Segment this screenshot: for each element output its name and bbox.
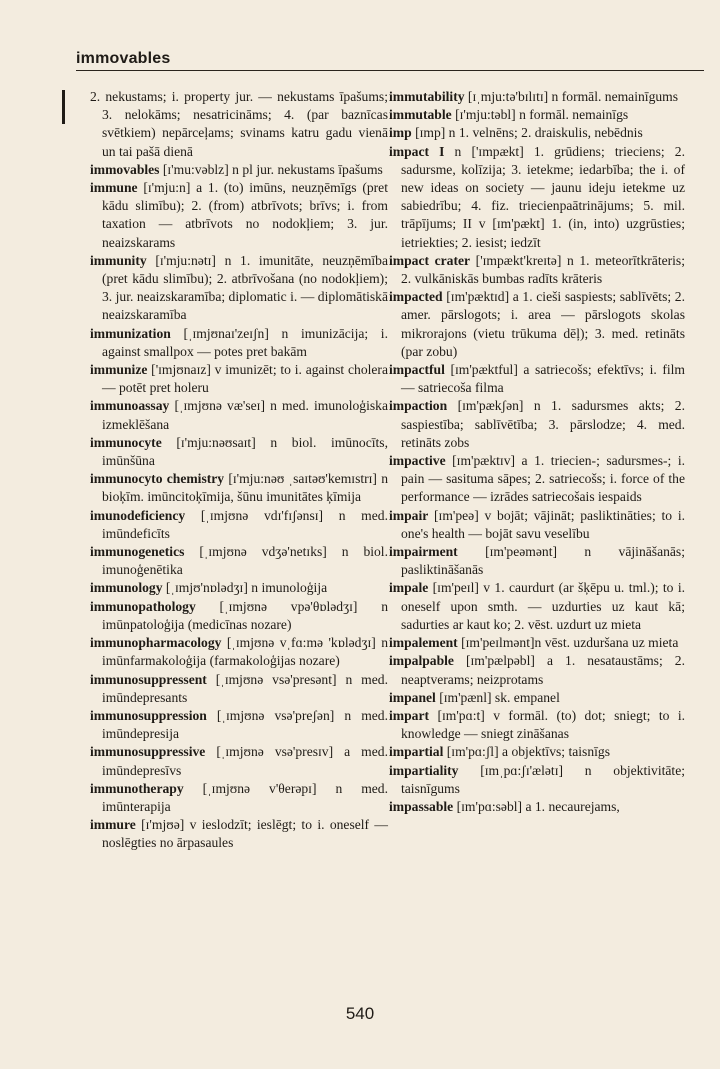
entry-headword: immutable	[389, 107, 452, 123]
dictionary-entry	[90, 634, 388, 670]
entry-definition: [ɪm'peə] v bojāt; vājināt; pasliktināties; to i. one's health — bojāt savu veselību	[401, 507, 685, 541]
entry-headword: immovables	[90, 161, 160, 177]
dictionary-entry	[389, 652, 685, 688]
entry-headword: impanel	[389, 689, 436, 705]
entry-definition: [ɪ'mu:vəblz] n pl jur. nekustams īpašums	[159, 161, 383, 177]
entry-headword: immunocyto chemistry	[90, 471, 225, 487]
entry-headword: impartiality	[389, 762, 459, 778]
entry-headword: immunotherapy	[90, 780, 184, 796]
dictionary-entry	[90, 179, 388, 252]
entry-definition: [ɪˌmju:tə'bɪlɪtɪ] n formāl. nemainīgums	[464, 89, 679, 104]
entry-definition: 2. nekustams; i. property jur. — nekustams īpašums; 3. nelokāms; nesatricināms; 4. (par baznīcas svētkiem) nepārceļams; svinams katru gadu vienā un tai pašā dienā	[90, 89, 388, 159]
dictionary-entry	[90, 252, 388, 325]
dictionary-entry	[389, 543, 685, 579]
dictionary-entry	[90, 161, 388, 179]
dictionary-entry	[389, 707, 685, 743]
entry-headword: imunodeficiency	[90, 507, 186, 523]
entry-headword: immunogenetics	[90, 544, 185, 560]
entry-definition: [ˌɪmjʊnə vsə'presɪv] a med. imūndepresīvs	[102, 744, 388, 778]
entry-headword: immunize	[90, 362, 148, 378]
entry-definition: [ˌɪmjʊnə vsə'preʃən] n med. imūndepresija	[102, 707, 388, 742]
entry-headword: impaction	[389, 398, 448, 414]
page-number: 540	[345, 1004, 375, 1023]
entry-definition: [ɪ'mju:nəʊ ˌsaɪtəʊ'kemɪstrɪ] n bioķīm. imūncitoķīmija, šūnu imunitātes ķīmija	[102, 471, 388, 505]
entry-headword: immunosuppressive	[90, 744, 206, 760]
dictionary-entry	[90, 397, 388, 433]
entry-definition: [ˌɪmjʊnaɪ'zeɪʃn] n imunizācija; i. against smallpox — potes pret bakām	[102, 325, 388, 359]
entry-headword: immunology	[90, 580, 163, 596]
entry-headword: impalpable	[389, 653, 454, 669]
entry-headword: immunosuppressent	[90, 671, 207, 687]
dictionary-entry	[90, 507, 388, 543]
header-rule	[76, 70, 704, 71]
entry-definition: [ɪ'mju:nətɪ] n 1. imunitāte, neuzņēmība (pret kādu slimību); 2. atbrīvošana (no nodokļiem); 3. jur. neaizskaramība; diplomatic i. — diplomātiskā neaizskaramība	[102, 252, 388, 323]
entry-headword: impairment	[389, 544, 458, 560]
entry-definition: [ɪm'pӕktɪv] a 1. triecien-; sadursmes-; i. pain — sasituma sāpes; 2. satriecošs; i. force of the performance — izrādes satriecošais iespaids	[401, 453, 685, 505]
entry-headword: impalement	[389, 635, 458, 651]
entry-headword: impact crater	[389, 252, 471, 268]
dictionary-entry	[389, 798, 685, 816]
entry-definition: [ˌɪmjʊnə vdɪ'fɪʃənsɪ] n med. imūndeficīts	[102, 507, 388, 541]
entry-headword: impacted	[389, 289, 443, 305]
entry-definition: [ɪmˌpɑ:ʃɪ'ӕlətɪ] n objektivitāte; taisnīgums	[401, 762, 685, 796]
entry-headword: immunopathology	[90, 598, 196, 614]
entry-definition: [ˌɪmjʊnə vӕ'seɪ] n med. imunoloģiska izmeklēšana	[102, 398, 388, 432]
right-column	[389, 88, 685, 816]
dictionary-entry	[90, 707, 388, 743]
dictionary-entry	[90, 743, 388, 779]
dictionary-entry	[90, 434, 388, 470]
entry-headword: immunoassay	[90, 398, 170, 414]
dictionary-entry	[389, 88, 685, 106]
entry-headword: immunity	[90, 252, 147, 268]
entry-definition: [ɪm'pӕktɪd] a 1. cieši saspiests; sablīvēts; 2. amer. pārslogots; i. area — pārslogots skolas mikrorajons (vietu trūkuma dēļ); 3. med. retināts (par zobu)	[401, 289, 685, 359]
entry-definition: [ɪm'pɑ:ʃl] a objektīvs; taisnīgs	[443, 744, 610, 760]
entry-definition: [ɪm'pӕnl] sk. empanel	[435, 689, 560, 705]
entry-definition: ['ɪmjʊnaɪz] v imunizēt; to i. against cholera — potēt pret holeru	[102, 362, 388, 396]
dictionary-entry	[389, 689, 685, 707]
running-header: immovables	[76, 50, 171, 67]
entry-definition: ['ɪmpӕkt'kreɪtə] n 1. meteorītkrāteris; 2. vulkāniskās bumbas radīts krāteris	[401, 252, 685, 287]
entry-headword: impale	[389, 580, 429, 596]
dictionary-entry	[389, 634, 685, 652]
entry-definition: [ˌɪmjʊnə vsə'presənt] n med. imūndepresants	[102, 671, 388, 705]
entry-headword: immunocyte	[90, 434, 162, 450]
dictionary-entry	[389, 762, 685, 798]
entry-definition: [ɪm'peɪlmənt]n vēst. uzduršana uz mieta	[457, 635, 679, 651]
entry-headword: immure	[90, 817, 136, 833]
dictionary-entry	[90, 361, 388, 397]
entry-headword: immutability	[389, 89, 465, 104]
dictionary-entry	[90, 470, 388, 506]
entry-headword: immunization	[90, 325, 171, 341]
dictionary-entry	[90, 780, 388, 816]
entry-definition: [ɪ'mju:n] a 1. (to) imūns, neuzņēmīgs (pret kādu slimību); 2. (from) atbrīvots; brīvs; i. from taxation — atbrīvots no nodokļiem; 3. jur. neaizskarams	[102, 180, 388, 250]
entry-headword: imp	[389, 125, 412, 141]
entry-definition: [ˌɪmjʊnə vpə'θɒlədʒɪ] n imūnpatoloģija (medicīnas nozare)	[102, 598, 388, 632]
dictionary-entry	[389, 361, 685, 397]
entry-definition: [ɪm'pɑ:t] v formāl. (to) dot; sniegt; to i. knowledge — sniegt zināšanas	[401, 707, 685, 742]
entry-definition: [ɪm'peɪl] v 1. caurdurt (ar šķēpu u. tml.); to i. oneself upon smth. — uzdurties uz kaut kā; sadurties ar kaut ko; 2. vēst. uzdurt uz mieta	[401, 580, 685, 632]
dictionary-entry	[90, 598, 388, 634]
dictionary-entry	[90, 671, 388, 707]
entry-headword: impactive	[389, 453, 446, 469]
entry-definition: [ˌɪmjʊ'nɒlədʒɪ] n imunoloģija	[162, 580, 328, 596]
entry-definition: [ɪ'mju:nəʊsaɪt] n biol. imūnocīts, imūnšūna	[102, 434, 388, 469]
entry-headword: immune	[90, 180, 138, 196]
entry-headword: immunopharmacology	[90, 635, 222, 651]
entry-headword: impair	[389, 507, 429, 523]
entry-definition: [ɪm'pӕkʃən] n 1. sadursmes akts; 2. saspiestība; sablīvētība; 3. pārslodze; 4. med. retināts zobs	[401, 398, 685, 450]
dictionary-entry	[90, 543, 388, 579]
dictionary-entry	[389, 124, 685, 142]
entry-definition: [ˌɪmjʊnə v'θerəpɪ] n med. imūnterapija	[102, 780, 388, 814]
entry-definition: [ɪm'pӕlpəbl] a 1. nesataustāms; 2. neaptverams; neizprotams	[401, 653, 685, 687]
dictionary-entry	[389, 397, 685, 452]
entry-headword: impartial	[389, 744, 444, 760]
dictionary-entry	[389, 252, 685, 288]
entry-headword: impassable	[389, 798, 454, 814]
entry-headword: impactful	[389, 362, 445, 378]
dictionary-entry	[389, 507, 685, 543]
dictionary-entry	[389, 288, 685, 361]
entry-definition: [ɪm'peəmənt] n vājināšanās; pasliktināšanās	[401, 544, 685, 578]
dictionary-entry	[389, 106, 685, 124]
entry-headword: impact I	[389, 143, 445, 159]
entry-headword: impart	[389, 707, 430, 723]
entry-definition: [ɪ'mjʊə] v ieslodzīt; ieslēgt; to i. oneself — noslēgties no ārpasaules	[102, 817, 388, 851]
section-marker	[62, 90, 65, 124]
entry-definition: n ['ɪmpӕkt] 1. grūdiens; trieciens; 2. sadursme, kolīzija; 3. ietekme; iedarbība; the i. of new ideas on society — jaunu ideju ietekme uz sabiedrību; 4. fiz. triecienpaātrinājums; 5. mil. trāpījums; II v [ɪm'pӕkt] 1. (in, into) uzgrūsties; ietriekties; 2. iesist; iedzīt	[401, 143, 685, 250]
dictionary-entry	[90, 88, 388, 161]
dictionary-entry	[90, 816, 388, 852]
entry-definition: [ɪmp] n 1. velnēns; 2. draiskulis, nebēdnis	[411, 125, 643, 141]
dictionary-entry	[389, 743, 685, 761]
entry-definition: [ɪm'pɑ:səbl] a 1. necaurejams,	[453, 798, 620, 814]
dictionary-entry	[90, 325, 388, 361]
entry-headword: immunosuppression	[90, 707, 207, 723]
dictionary-entry	[389, 579, 685, 634]
left-column	[90, 88, 388, 853]
dictionary-entry	[389, 452, 685, 507]
entry-definition: [ɪm'pӕktful] a satriecošs; efektīvs; i. film — satriecoša filma	[401, 362, 685, 396]
dictionary-entry	[389, 143, 685, 252]
entry-definition: [ɪ'mju:təbl] n formāl. nemainīgs	[451, 107, 629, 123]
dictionary-entry	[90, 579, 388, 597]
entry-definition: [ˌɪmjʊnə vdʒə'netɪks] n biol. imunoģenētika	[102, 544, 388, 578]
entry-definition: [ˌɪmjʊnə vˌfɑ:mə 'kɒlədʒɪ] n imūnfarmakoloģija (farmakoloģijas nozare)	[102, 635, 388, 669]
